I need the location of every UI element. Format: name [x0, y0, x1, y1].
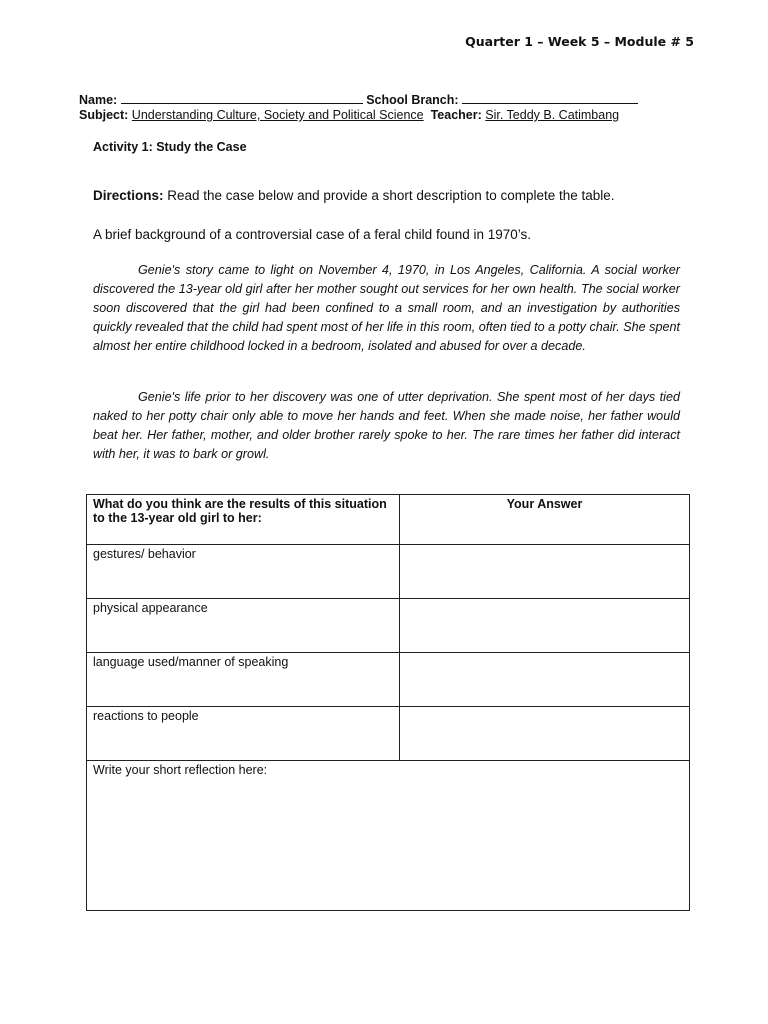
case-paragraph-2: Genie's life prior to her discovery was one of utter deprivation. She spent most of her days tied naked to her potty chair only able to move her hands and feet. When she made noise, her father would beat her. Her father, mother, and older brother rarely spoke to her. The rare times her father did interact with her, it was to bark or growl. [93, 390, 680, 461]
table-row [87, 545, 690, 599]
directions-label: Directions: [93, 188, 164, 203]
answer-cell-language[interactable] [400, 653, 690, 707]
module-label: Quarter 1 – Week 5 – Module # 5 [465, 34, 694, 49]
row-label-gestures: gestures/ behavior [87, 545, 400, 599]
background-intro: A brief background of a controversial case of a feral child found in 1970’s. [93, 227, 532, 242]
table-row [87, 599, 690, 653]
school-branch-label: School Branch: [366, 93, 459, 107]
row-label-appearance: physical appearance [87, 599, 400, 653]
answer-cell-gestures[interactable] [400, 545, 690, 599]
answer-cell-reactions[interactable] [400, 707, 690, 761]
subject-value: Understanding Culture, Society and Political Science [131, 108, 424, 122]
answer-table [86, 494, 690, 911]
reflection-row [87, 761, 690, 911]
answer-cell-appearance[interactable] [400, 599, 690, 653]
subject-line [79, 108, 619, 122]
answer-header: Your Answer [400, 495, 690, 545]
name-label: Name: [79, 93, 118, 107]
school-branch-blank-field[interactable] [462, 91, 638, 104]
reflection-label: Write your short reflection here: [93, 763, 268, 777]
name-line [79, 91, 638, 107]
teacher-value: Sir. Teddy B. Catimbang [485, 108, 620, 122]
subject-label: Subject: [79, 108, 129, 122]
activity-title: Activity 1: Study the Case [93, 140, 247, 154]
row-label-language: language used/manner of speaking [87, 653, 400, 707]
teacher-label: Teacher: [430, 108, 482, 122]
reflection-cell[interactable] [87, 761, 690, 911]
directions-text: Read the case below and provide a short description to complete the table. [163, 188, 615, 203]
question-header: What do you think are the results of this situation to the 13-year old girl to her: [87, 495, 400, 545]
table-header-row [87, 495, 690, 545]
table-row [87, 707, 690, 761]
case-paragraph-1: Genie's story came to light on November 4, 1970, in Los Angeles, California. A social worker discovered the 13-year old girl after her mother sought out services for her own health. The social worker soon discovered that the girl had been confined to a small room, and an investigation by authorities quickly revealed that the child had spent most of her life in this room, often tied to a potty chair. She spent almost her entire childhood locked in a bedroom, isolated and abused for over a decade. [93, 263, 680, 353]
name-blank-field[interactable] [121, 91, 363, 104]
row-label-reactions: reactions to people [87, 707, 400, 761]
directions [93, 188, 615, 203]
table-row [87, 653, 690, 707]
